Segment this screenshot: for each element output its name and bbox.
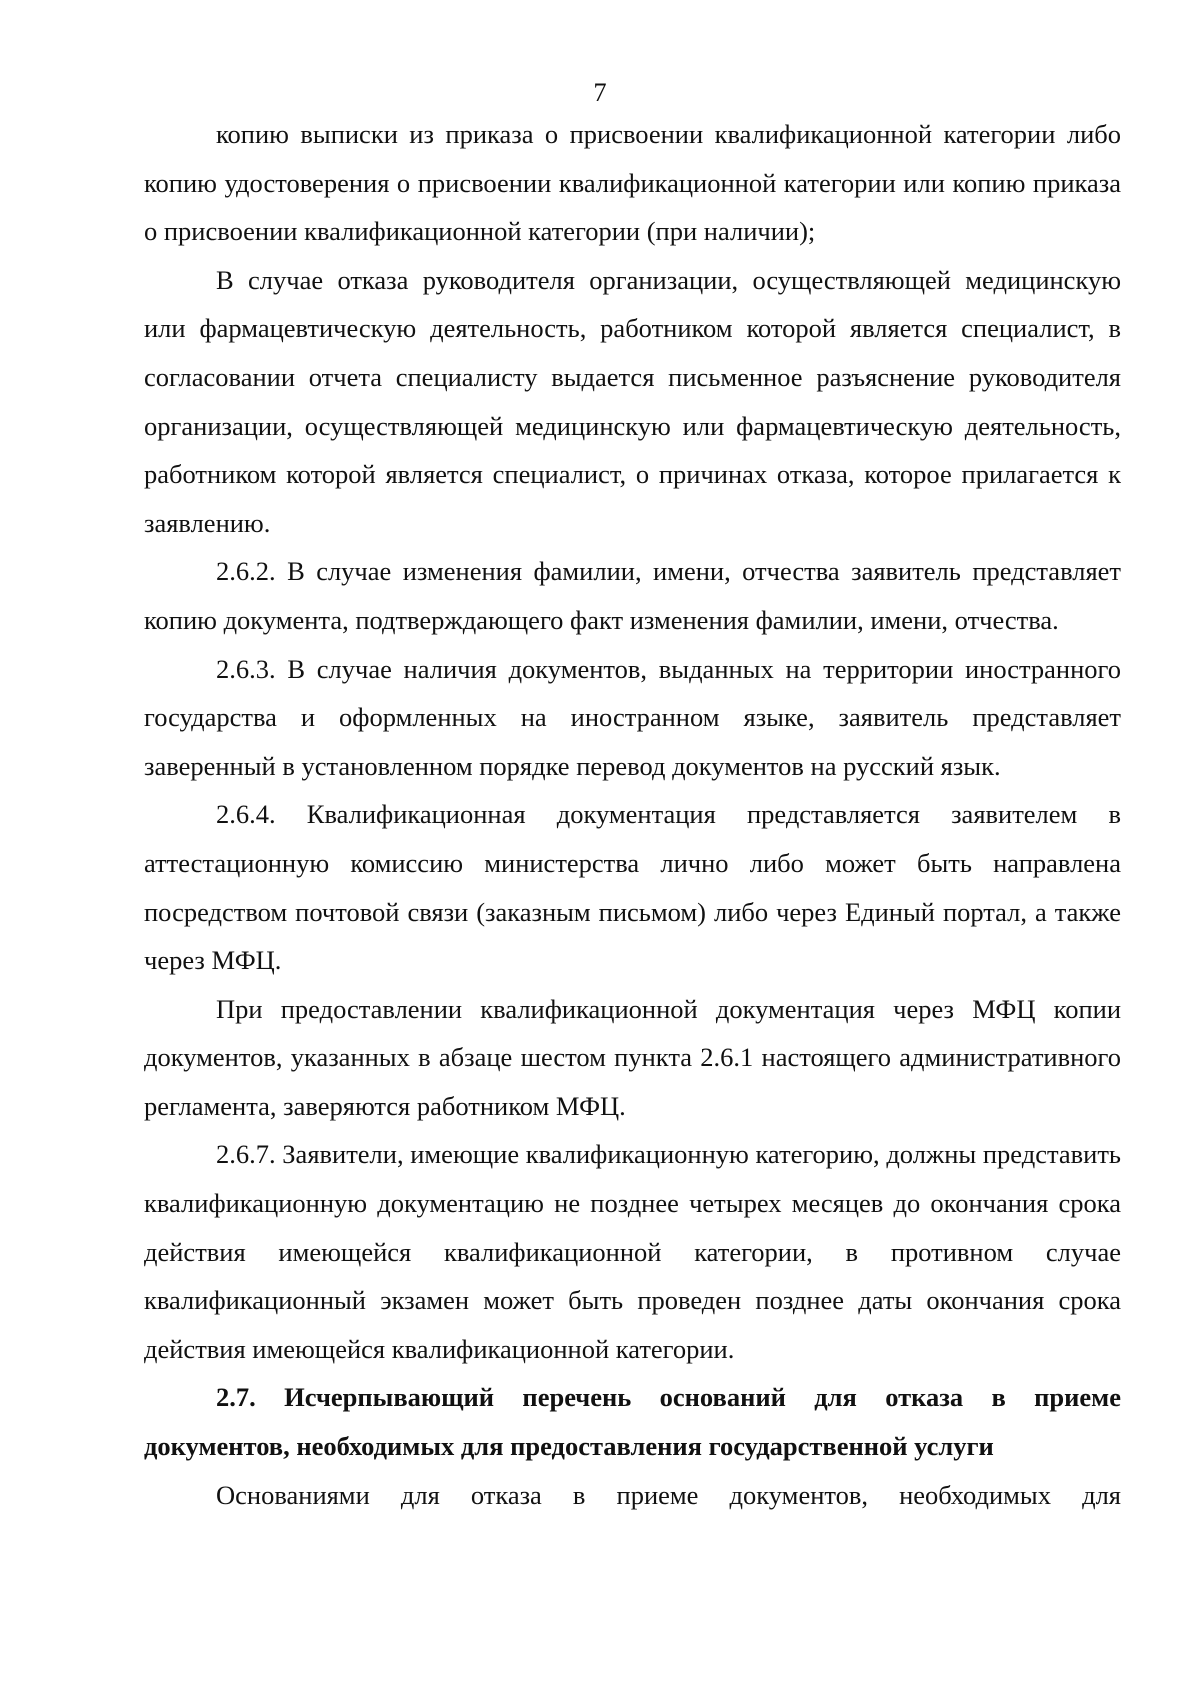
paragraph-2-6-7: 2.6.7. Заявители, имеющие квалификационную категорию, должны представить квалификационную документацию не позднее четырех месяцев до окончания срока действия имеющейся квалификационной категории, в противном случае квалификационный экзамен может быть проведен позднее даты окончания срока действия имеющейся квалификационной категории. <box>144 1139 1121 1364</box>
paragraph-qualification-copy: копию выписки из приказа о присвоении квалификационной категории либо копию удостоверения о присвоении квалификационной категории или копию приказа о присвоении квалификационной категории (при наличии); <box>144 119 1121 247</box>
paragraph-refusal-grounds: Основаниями для отказа в приеме документов, необходимых для <box>216 1479 1121 1510</box>
section-heading-2-7: 2.7. Исчерпывающий перечень оснований для отказа в приеме документов, необходимых для предоставления государственной услуги <box>144 1382 1121 1462</box>
page-number: 7 <box>593 77 607 107</box>
paragraph-mfc-copies: При предоставлении квалификационной документация через МФЦ копии документов, указанных в абзаце шестом пункта 2.6.1 настоящего административного регламента, заверяются работником МФЦ. <box>144 993 1121 1121</box>
paragraph-refusal-explanation: В случае отказа руководителя организации, осуществляющей медицинскую или фармацевтическую деятельность, работником которой является специалист, в согласовании отчета специалисту выдается письменное разъяснение руководителя организации, осуществляющей медицинскую или фармацевтическую деятельность, работником которой является специалист, о причинах отказа, которое прилагается к заявлению. <box>144 264 1121 538</box>
paragraph-2-6-4: 2.6.4. Квалификационная документация представляется заявителем в аттестационную комиссию министерства лично либо может быть направлена посредством почтовой связи (заказным письмом) либо через Единый портал, а также через МФЦ. <box>144 799 1121 976</box>
paragraph-2-6-2: 2.6.2. В случае изменения фамилии, имени, отчества заявитель представляет копию документа, подтверждающего факт изменения фамилии, имени, отчества. <box>144 556 1121 635</box>
document-body <box>144 110 1121 1519</box>
paragraph-2-6-3: 2.6.3. В случае наличия документов, выданных на территории иностранного государства и оформленных на иностранном языке, заявитель представляет заверенный в установленном порядке перевод документов на русский язык. <box>144 653 1121 781</box>
